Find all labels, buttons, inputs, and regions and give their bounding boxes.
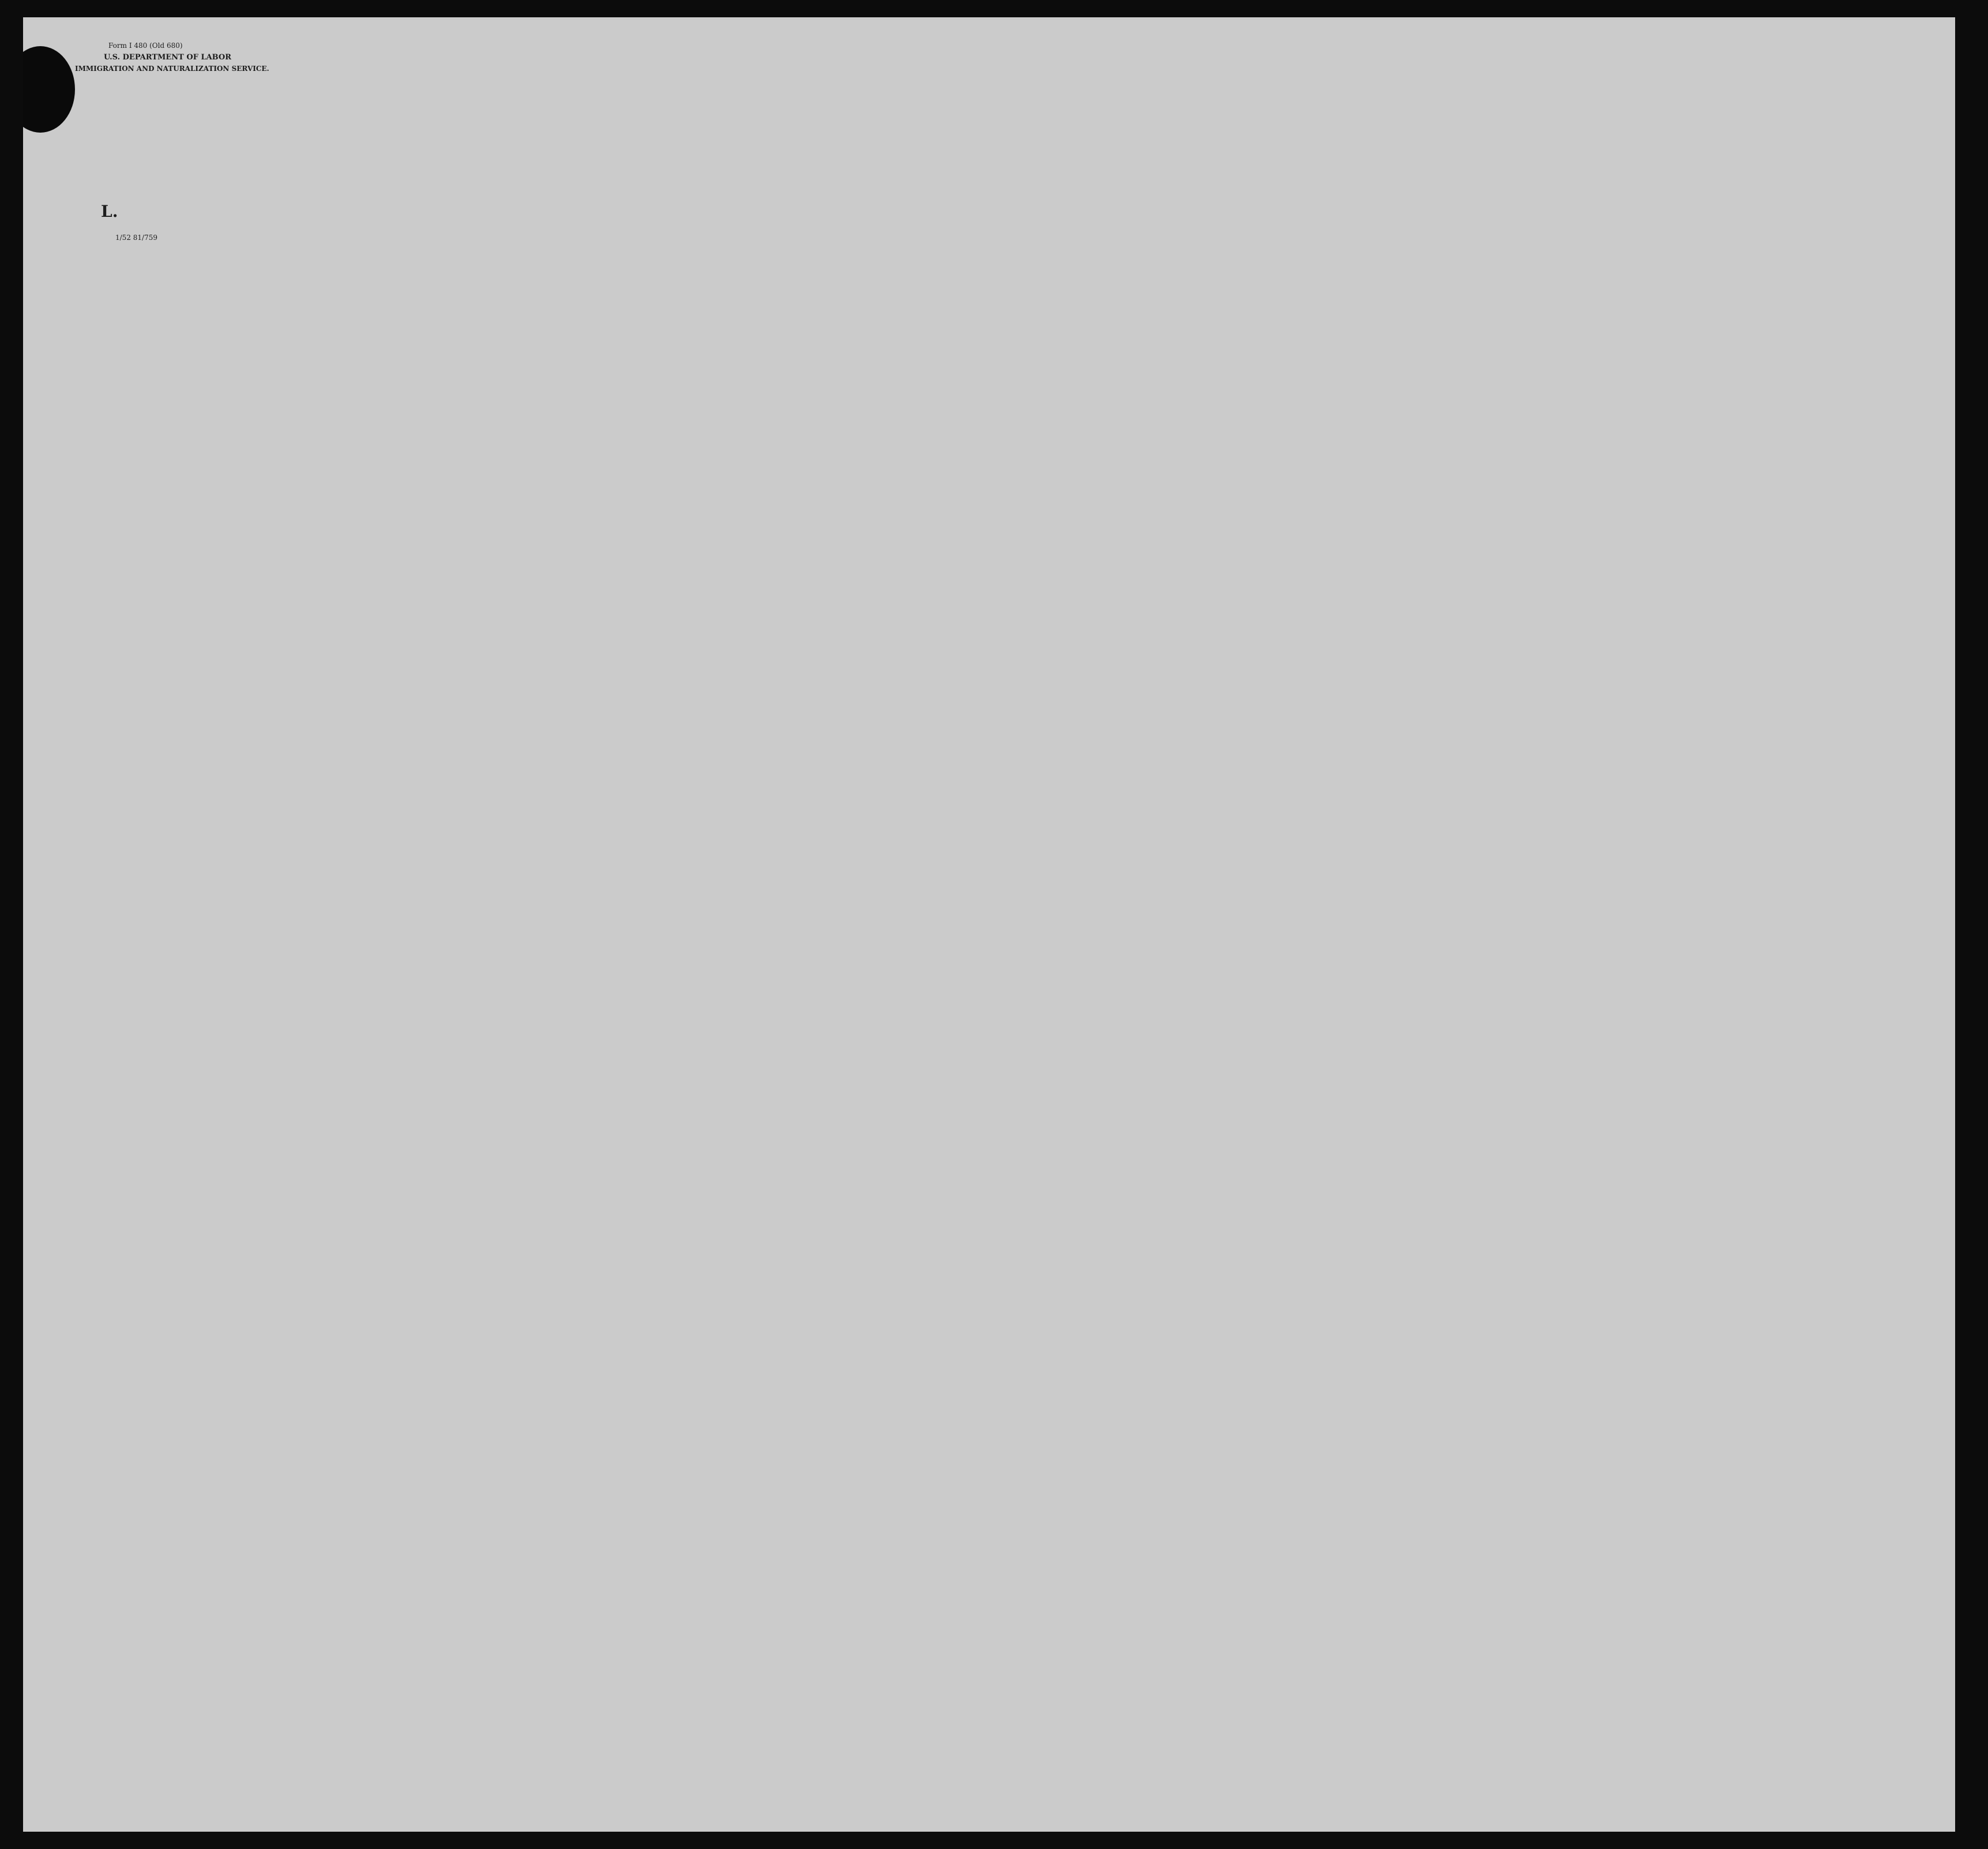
department: U.S. DEPARTMENT OF LABOR [104, 53, 232, 62]
punch-hole-top [23, 46, 75, 133]
file-reference: 1/52 81/759 [115, 234, 157, 242]
service: IMMIGRATION AND NATURALIZATION SERVICE. [75, 65, 269, 73]
manifest-sheet [23, 17, 1955, 1832]
form-number: Form I 480 (Old 680) [108, 42, 183, 50]
l-mark: L. [101, 202, 118, 221]
